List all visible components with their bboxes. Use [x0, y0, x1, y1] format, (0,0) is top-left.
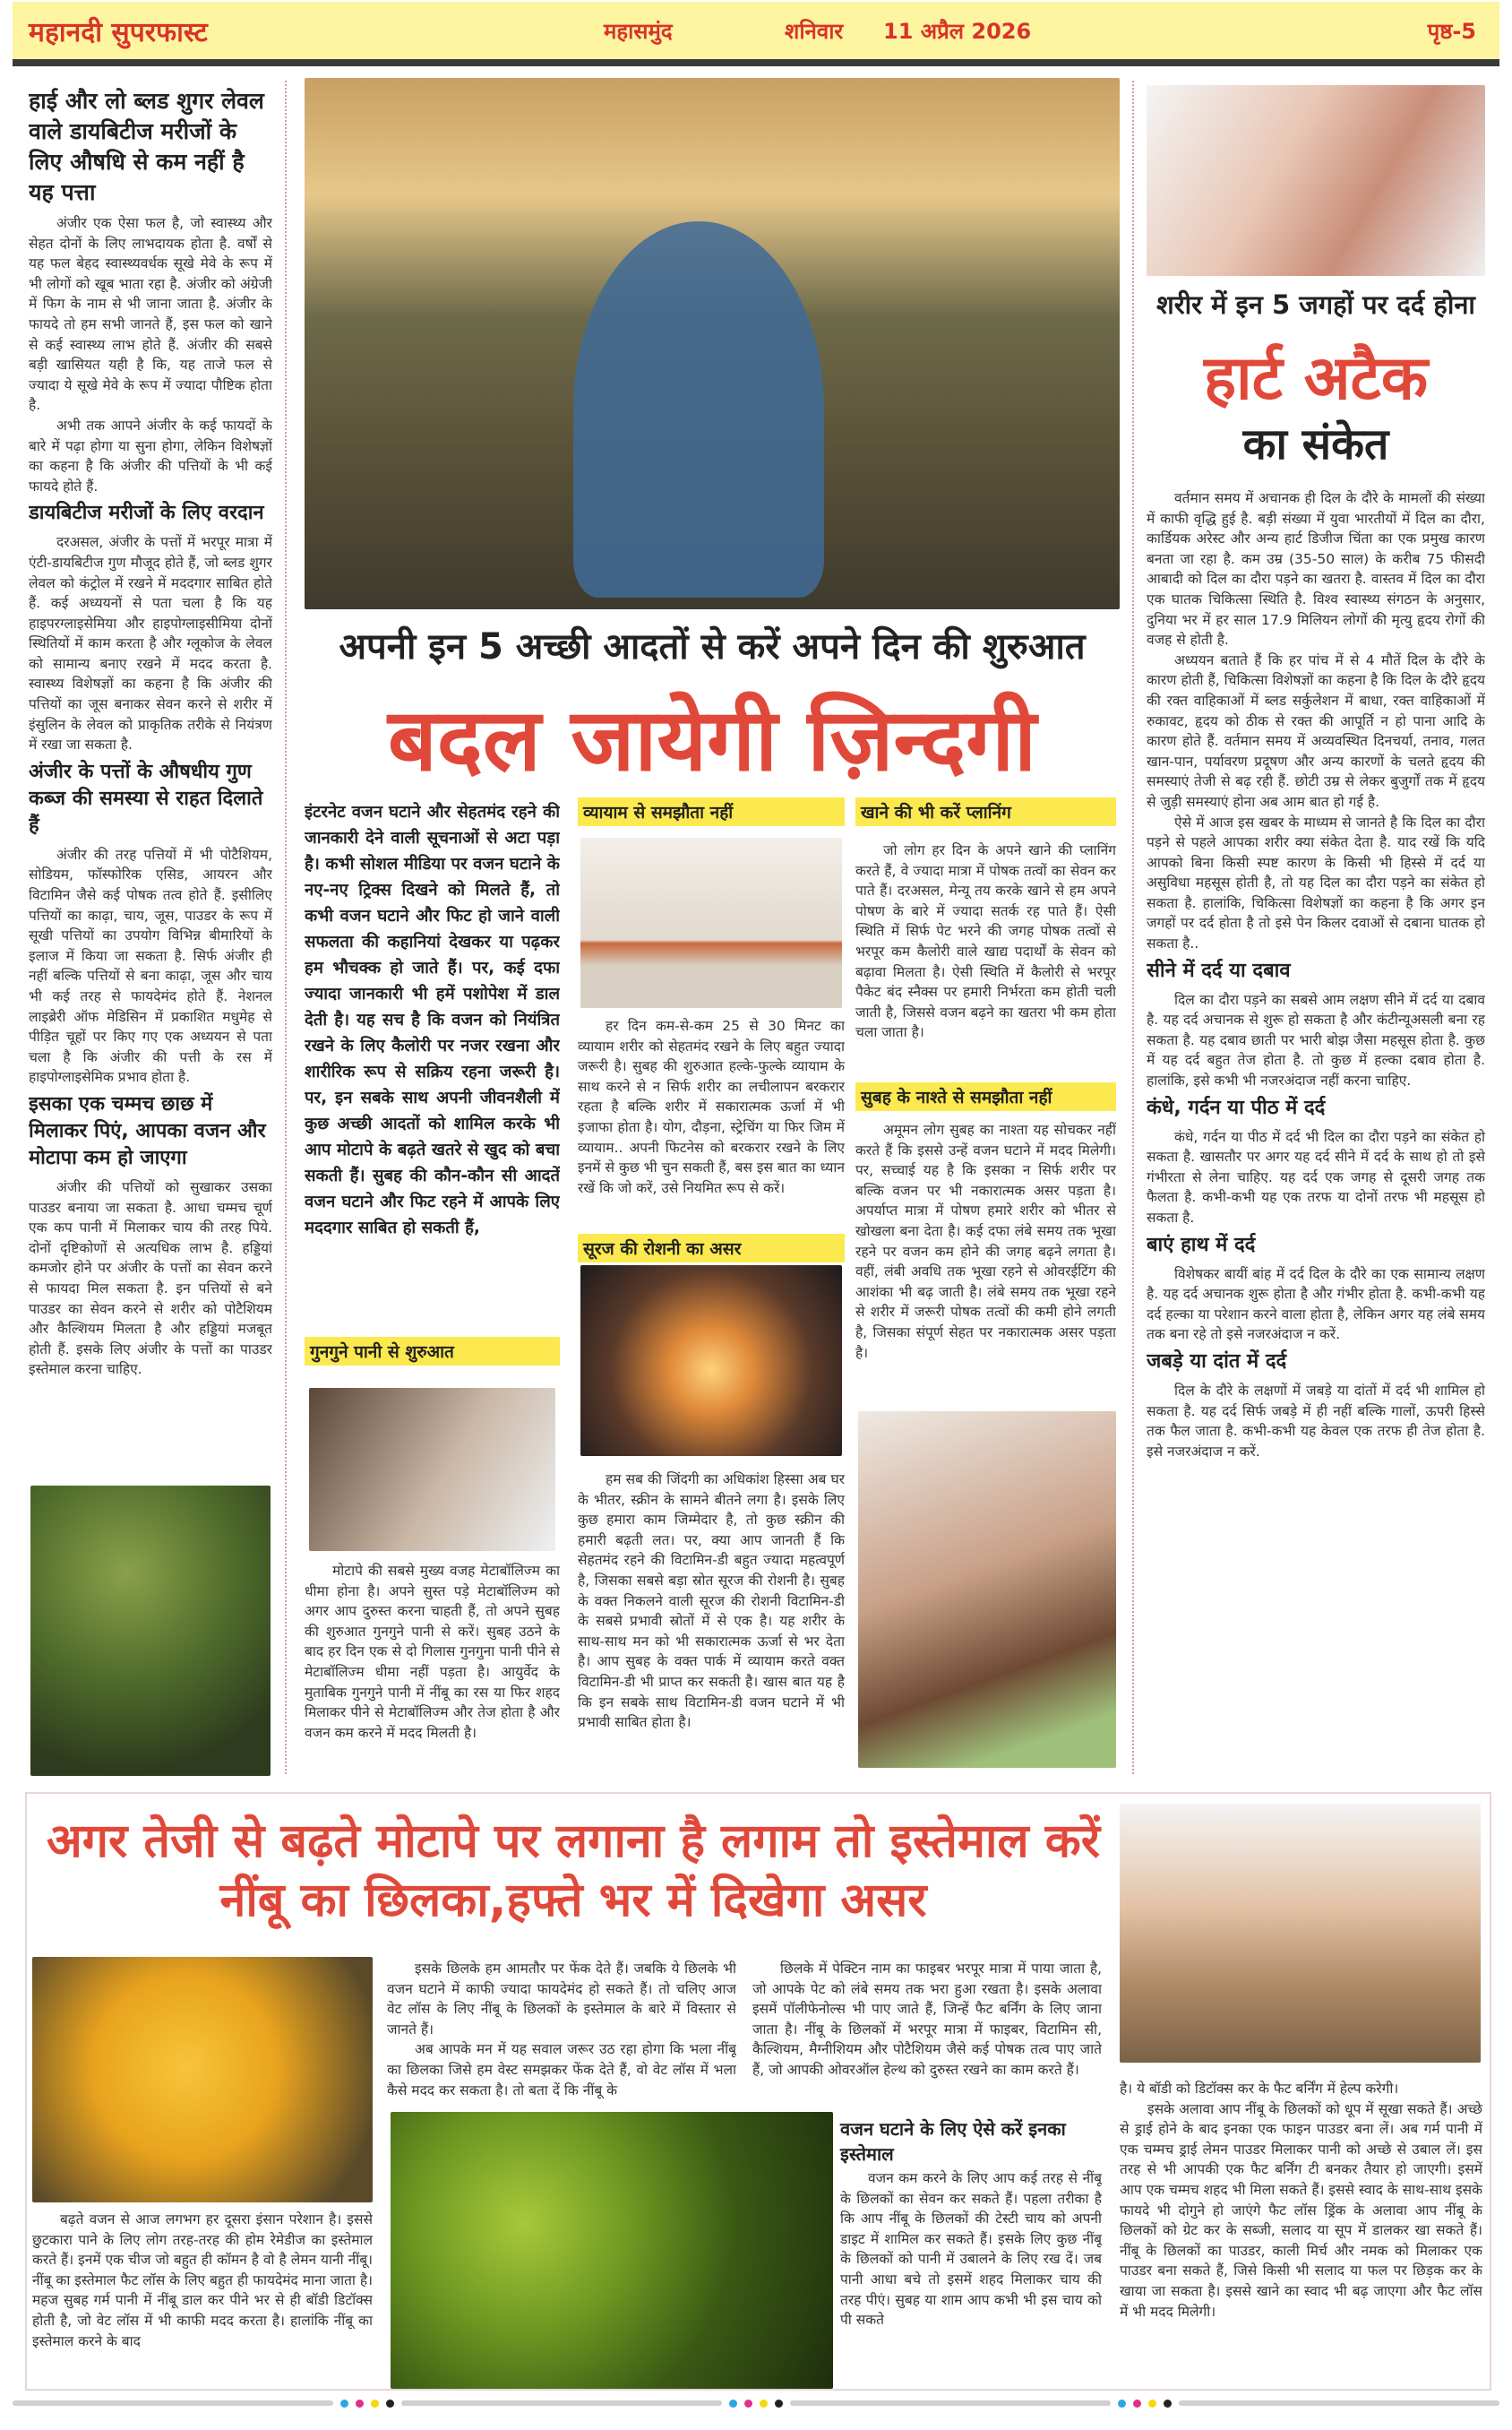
left-para: अंजीर की पत्तियों को सुखाकर उसका पाउडर बनाया जा सकता है. आधा चम्मच चूर्ण एक कप पानी में मिलाकर चाय की तरह पिये. दोनों दृष्टिकोणों से अत्यधिक लाभ है. हड्डियां कमजोर होने पर अंजीर के पत्तों का सेवन करने से फायदा मिल सकता है. इन पत्तियों से बने पाउडर का सेवन करने से शरीर को पोटैशियम और कैल्शियम मिलता है और हड्डियां मजबूत होती हैं. इसके लिए अंजीर के पत्तों का पाउडर इस्तेमाल करना चाहिए. [29, 1178, 272, 1378]
subhead-exercise: व्यायाम से समझौता नहीं [578, 797, 845, 826]
page-number: पृष्ठ-5 [1427, 18, 1476, 44]
left-subhead: इसका एक चम्मच छाछ में मिलाकर पिएं, आपका वजन और मोटापा कम हो जाएगा [29, 1092, 266, 1169]
para: अब आपके मन में यह सवाल जरूर उठ रहा होगा कि भला नींबू का छिलका जिसे हम वेस्ट समझकर फेंक देते हैं, वो वेट लॉस में भला कैसे मदद कर सकता है। तो बता दें कि नींबू के [387, 2041, 736, 2098]
center-intro [305, 799, 560, 1330]
subhead-meal-planning: खाने की भी करें प्लानिंग [855, 797, 1116, 826]
left-para: अभी तक आपने अंजीर के कई फायदों के बारे में पढ़ा होगा या सुना होगा, लेकिन विशेषज्ञों का कहना है कि अंजीर की पत्तियों के भी कई फायदे होते हैं. [29, 417, 272, 495]
sunrise-silhouette-photo [580, 1265, 842, 1456]
bottom-col-a [32, 2210, 373, 2389]
city: महासमुंद [604, 18, 673, 44]
para: बढ़ते वजन से आज लगभग हर दूसरा इंसान परेशान है। इससे छुटकारा पाने के लिए लोग तरह-तरह की होम रेमेडीज का इस्तेमाल करते हैं। इनमें एक चीज जो बहुत ही कॉमन है वो है लेमन यानी नींबू। नींबू का इस्तेमाल फैट लॉस के लिए बहुत ही फायदेमंद माना जाता है। महज सुबह गर्म पानी में नींबू डाल कर पीने भर से ही बॉडी डिटॉक्स होती है, जो वेट लॉस में भी काफी मदद करता है। हालांकि नींबू का इस्तेमाल करने के बाद [32, 2211, 373, 2349]
column-divider [1132, 81, 1134, 1774]
bottom-subhead: वजन घटाने के लिए ऐसे करें इनका इस्तेमाल [840, 2118, 1066, 2165]
right-headline: हार्ट अटैक [1203, 343, 1429, 414]
meal-planning-text [855, 840, 1116, 1075]
para: कंधे, गर्दन या पीठ में दर्द भी दिल का दौरा पड़ने का संकेत हो सकता है. खासतौर पर अगर यह दर्द सीने में दर्द के साथ हो तो इसे गंभीरता से लेना चाहिए. यह दर्द एक जगह से दूसरी जगह तक फैलता है. कभी-कभी यह एक तरफ या दोनों तरफ भी महसूस हो सकता है. [1147, 1128, 1485, 1226]
left-para: दरअसल, अंजीर के पत्तों में भरपूर मात्रा में एंटी-डायबिटीज गुण मौजूद होते हैं, जो ब्लड शुगर लेवल को कंट्रोल में रखने में मददगार साबित होते हैं. कई अध्ययनों से पता चला है कि यह हाइपरग्लाइसेमिया और हाइपोग्लाइसीमिया दोनों स्थितियों में काम करता है और ग्लूकोज के लेवल को सामान्य बनाए रखने में मदद करता है. स्वास्थ्य विशेषज्ञों का कहना है कि अंजीर की पत्तियों का जूस बनाकर सेवन करने से शरीर में इंसुलिन के लेवल को प्राकृतिक तरीके से नियंत्रण में रखा जा सकता है. [29, 534, 272, 754]
para: हम सब की जिंदगी का अधिकांश हिस्सा अब घर के भीतर, स्क्रीन के सामने बीतने लगा है। इसके लिए कुछ हमारा काम जिम्मेदार है, तो कुछ स्क्रीन की हमारी बढ़ती लत। पर, क्या आप जानती हैं कि सेहतमंद रहने की विटामिन-डी बहुत ज्यादा महत्वपूर्ण है, जिसका सबसे बड़ा स्रोत सूरज की रोशनी है। सुबह के वक्त निकलने वाली सूरज की रोशनी विटामिन-डी के सबसे प्रभावी स्रोतों में से एक है। यह शरीर के साथ-साथ मन को भी सकारात्मक ऊर्जा से भर देता है। आप सुबह के वक्त पार्क में व्यायाम करते वक्त विटामिन-डी भी प्राप्त कर सकती है। खास बात यह है कि इन सबके साथ विटामिन-डी वजन घटाने में भी प्रभावी साबित होता है। [578, 1471, 845, 1731]
para: दिल के दौरे के लक्षणों में जबड़े या दांतों में दर्द भी शामिल हो सकता है. यह दर्द सिर्फ जबड़े में ही नहीं बल्कि गालों, ऊपरी हिस्से तक फैल जाता है. कभी-कभी यह केवल एक तरफ ही तेज होता है. इसे नजरअंदाज न करें. [1147, 1382, 1485, 1460]
woman-drinking-water-photo [309, 1388, 555, 1551]
para: वर्तमान समय में अचानक ही दिल के दौरे के मामलों की संख्या में काफी वृद्धि हुई है. बड़ी संख्या में युवा भारतीयों में दिल का दौरा, कार्डियक अरेस्ट और अन्य हार्ट डिजीज चिंता का एक प्रमुख कारण बनता जा रहा है. कम उम्र (35-50 साल) के करीब 75 फीसदी आबादी को दिल का दौरा पड़ने का खतरा है. वास्तव में दिल का दौरा एक घातक चिकित्सा स्थिति है. विश्व स्वास्थ्य संगठन के अनुसार, दुनिया भर में हर साल 17.9 मिलियन लोगों की मृत्यु हृदय रोगों की वजह से होती है. [1147, 490, 1485, 649]
bottom-col-c [752, 1959, 1102, 2111]
column-divider [285, 81, 287, 1774]
bottom-headline: अगर तेजी से बढ़ते मोटापे पर लगाना है लगाम तो इस्तेमाल करें नींबू का छिलका,हफ्ते भर में दिखेगा असर [46, 1814, 1100, 1927]
para: छिलके में पेक्टिन नाम का फाइबर भरपूर मात्रा में पाया जाता है, जो आपके पेट को लंबे समय तक भरा हुआ रखता है। इसके अलावा इसमें पॉलीफेनोल्स भी पाए जाते हैं, जिन्हें फैट बर्निंग के लिए जाना जाता है। नींबू के छिलकों में भरपूर मात्रा में फाइबर, विटामिन सी, कैल्शियम, मैग्नीशियम और पोटैशियम जैसे कई पोषक तत्व पाए जाते हैं, जो आपकी ओवरऑल हेल्थ को दुरुस्त रखने का काम करते हैं। [752, 1960, 1102, 2078]
para: दिल का दौरा पड़ने का सबसे आम लक्षण सीने में दर्द या दबाव है. यह दर्द अचानक से शुरू हो सकता है और कंटीन्यूअसली बना रह सकता है. यह दबाव छाती पर भारी बोझ जैसा महसूस होता है. कुछ में यह दर्द बहुत तेज होता है. तो कुछ में हल्का दबाव होता है. हालांकि, इसे कभी भी नजरअंदाज नहीं करना चाहिए. [1147, 991, 1485, 1090]
masthead [13, 2, 1499, 59]
left-headline: हाई और लो ब्लड शुगर लेवल वाले डायबिटीज मरीजों के लिए औषधि से कम नहीं है यह पत्ता [29, 88, 264, 205]
bottom-col-e [1120, 2079, 1482, 2389]
breakfast-text [855, 1120, 1116, 1405]
para: इसके छिलके हम आमतौर पर फेंक देते हैं। जबकि ये छिलके भी वजन घटाने में काफी ज्यादा फायदेमंद हो सकते हैं। तो चलिए आज वेट लॉस के लिए नींबू के छिलकों के इस्तेमाल के बारे में विस्तार से जानते हैं। [387, 1960, 736, 2038]
sunlight-text [578, 1469, 845, 1772]
intro-text: इंटरनेट वजन घटाने और सेहतमंद रहने की जानकारी देने वाली सूचनाओं से अटा पड़ा है। कभी सोशल मीडिया पर वजन घटाने के नए-नए ट्रिक्स दिखने को मिलते हैं, तो कभी वजन घटाने और फिट हो जाने वाली सफलता की कहानियां देखकर या पढ़कर हम भौचक्क हो जाते हैं। पर, कई दफा ज्यादा जानकारी भी हमें पशोपेश में डाल देती है। यह सच है कि वजन को नियंत्रित रखने के लिए कैलोरी पर नजर रखना और शारीरिक रूप से सक्रिय रहना जरूरी है। पर, इन सबके साथ अपनी जीवनशैली में कुछ अच्छी आदतों को शामिल करके भी आप मोटापे के बढ़ते खतरे से खुद को बचा सकती हैं। सुबह की कौन-कौन सी आदतें वजन घटाने और फिट रहने में आपके लिए मददगार साबित हो सकती हैं, [305, 803, 560, 1237]
right-article [1147, 488, 1485, 1774]
para: ऐसे में आज इस खबर के माध्यम से जानते है कि दिल का दौरा पड़ने से पहले आपका शरीर क्या संकेत देता है. याद रखें कि यदि आपको बिना किसी स्पष्ट कारण के किसी भी हिस्से में दर्द या असुविधा महसूस होती है, तो यह दिल का दौरा पड़ने का संकेत हो सकता है. हालांकि, चिकित्सा विशेषज्ञों का कहना है कि अगर इन जगहों पर दर्द होता है तो इसे पेन किलर दवाओं से दबाना घातक हो सकता है.. [1147, 814, 1485, 952]
woman-stretching-photo [305, 78, 1120, 609]
masthead-rule [13, 59, 1499, 66]
right-subhead: कंधे, गर्दन या पीठ में दर्द [1147, 1096, 1326, 1119]
limes-photo [391, 2112, 833, 2389]
para: अध्ययन बताते हैं कि हर पांच में से 4 मौतें दिल के दौरे के कारण होती हैं, चिकित्सा विशेषज्ञों का कहना है कि दिल के दौरे हृदय की रक्त वाहिकाओं में ब्लड सर्कुलेशन में बाधा, रक्त वाहिकाओं में रुकावट, हृदय को ठीक से रक्त की आपूर्ति न हो पाना आदि के कारण होते हैं. वर्तमान समय में अव्यवस्थित दिनचर्या, तनाव, गलत खान-पान, पर्यावरण प्रदूषण और अन्य कारणों के चलते हृदय की समस्याएं तेजी से बढ़ रही हैं. छोटी उम्र से लेकर बुजुर्गों तक में हृदय से जुड़ी समस्याएं होना अब आम बात हो गई है. [1147, 651, 1485, 810]
right-headline-2: का संकेत [1242, 419, 1389, 470]
para: है। ये बॉडी को डिटॉक्स कर के फैट बर्निंग में हेल्प करेगी। [1120, 2081, 1399, 2097]
lemon-peel-photo [32, 1957, 373, 2202]
fig-leaves-photo [30, 1486, 271, 1776]
subhead-warm-water: गुनगुने पानी से शुरुआत [305, 1337, 560, 1366]
para: हर दिन कम-से-कम 25 से 30 मिनट का व्यायाम शरीर को सेहतमंद रखने के लिए बहुत ज्यादा जरूरी है। सुबह की शुरुआत हल्के-फुल्के व्यायाम के साथ करने से न सिर्फ शरीर का लचीलापन बरकरार रहता है बल्कि शरीर में सकारात्मक ऊर्जा में भी इजाफा होता है। योग, दौड़ना, स्ट्रेचिंग या फिर जिम में व्यायाम.. अपनी फिटनेस को बरकरार रखने के लिए इनमें से कुछ भी चुन सकती हैं, बस इस बात का ध्यान रखें कि जो करें, उसे नियमित रूप से करें। [578, 1018, 845, 1196]
print-registration-bar [13, 2398, 1499, 2408]
chest-pain-photo [1147, 85, 1485, 276]
left-subhead: डायबिटीज मरीजों के लिए वरदान [29, 502, 264, 525]
center-headline: बदल जायेगी ज़िन्दगी [387, 690, 1037, 790]
subhead-breakfast: सुबह के नाश्ते से समझौता नहीं [855, 1082, 1116, 1111]
left-subhead: अंजीर के पत्तों के औषधीय गुण कब्ज की समस्या से राहत दिलाते हैं [29, 760, 263, 837]
left-article [29, 82, 272, 1480]
day: शनिवार [785, 18, 844, 44]
para: वजन कम करने के लिए आप कई तरह से नींबू के छिलकों का सेवन कर सकते हैं। पहला तरीका है कि आप नींबू के छिलकों की टेस्टी चाय को अपनी डाइट में शामिल कर सकते हैं। इसके लिए कुछ नींबू के छिलकों को पानी में उबालने के लिए रख दें। जब पानी आधा बचे तो इसमें शहद मिलाकर चाय की तरह पीएं। सुबह या शाम आप कभी भी इस चाय को पी सकते [840, 2170, 1102, 2329]
belly-fat-photo [1120, 1804, 1481, 2063]
bottom-col-b [387, 1959, 736, 2111]
para: जो लोग हर दिन के अपने खाने की प्लानिंग करते हैं, वे ज्यादा मात्रा में पोषक तत्वों का सेवन कर पाते हैं। दरअसल, मेन्यू तय करके खाने से हम अपने पोषण के बारे में ज्यादा सतर्क रह पाते हैं। ऐसी स्थिति में सिर्फ पेट भरने की जगह पोषक तत्वों से भरपूर कम कैलोरी वाले खाद्य पदार्थों के सेवन को बढ़ावा मिलता है। ऐसी स्थिति में कैलोरी से भरपूर पैकेट बंद स्नैक्स पर हमारी निर्भरता कम होती चली जाती है, जिससे वजन बढ़ने का खतरा भी कम होता चला जाता है। [855, 842, 1116, 1041]
warm-water-text [305, 1561, 560, 1771]
para: विशेषकर बायीं बांह में दर्द दिल के दौरे का एक सामान्य लक्षण है. यह दर्द अचानक शुरू होता है और गंभीर होता है. कभी-कभी यह दर्द हल्का या परेशान करने वाला होता है, लेकिन अगर यह लंबे समय तक बना रहे तो इसे नजरअंदाज न करें. [1147, 1265, 1485, 1343]
para: इसके अलावा आप नींबू के छिलकों को धूप में सूखा सकते हैं। अच्छे से ड्राई होने के बाद इनका एक फाइन पाउडर बना लें। अब गर्म पानी में एक चम्मच ड्राई लेमन पाउडर मिलाकर पानी को अच्छे से उबाल लें। इस तरह से भी आपकी एक फैट बर्निंग टी बनकर तैयार हो जाएगी। इसमें आप एक चम्मच शहद भी मिला सकते हैं। इससे स्वाद के साथ-साथ इसके फायदे भी दोगुने हो जाएंगे फैट लॉस ड्रिंक के अलावा आप नींबू के छिलकों को ग्रेट कर के सब्जी, सलाद या सूप में डालकर खा सकते हैं। नींबू के छिलकों का पाउडर, काली मिर्च और नमक को मिलाकर एक पाउडर बना सकते हैं, जिसे किसी भी सलाद या फल पर छिड़क कर के खाया जा सकता है। इससे खाने का स्वाद भी बढ़ जाएगा और फैट लॉस में भी मदद मिलेगी। [1120, 2100, 1482, 2320]
woman-exercising-photo [580, 838, 842, 1008]
center-kicker: अपनी इन 5 अच्छी आदतों से करें अपने दिन की शुरुआत [339, 626, 1086, 668]
woman-eating-salad-photo [858, 1411, 1116, 1768]
right-kicker: शरीर में इन 5 जगहों पर दर्द होना [1156, 289, 1475, 320]
subhead-sunlight: सूरज की रोशनी का असर [578, 1234, 845, 1262]
para: अमूमन लोग सुबह का नाश्ता यह सोचकर नहीं करते हैं कि इससे उन्हें वजन घटाने में मदद मिलेगी। पर, सच्चाई यह है कि इसका न सिर्फ शरीर पर बल्कि वजन पर भी नकारात्मक असर पड़ता है। अपर्याप्त मात्रा में पोषण हमारे शरीर को भीतर से खोखला बना देता है। कई दफा लंबे समय तक भूखा रहने पर वजन कम होने की जगह बढ़ने लगता है। वहीं, लंबी अवधि तक भूखा रहने से ओवरईटिंग की आशंका भी बढ़ जाती है। लंबे समय तक भूखा रहने से शरीर में जरूरी पोषक तत्वों की कमी होने लगती है, जिसका संपूर्ण सेहत पर नकारात्मक असर पड़ता है। [855, 1122, 1116, 1361]
right-subhead: सीने में दर्द या दबाव [1147, 959, 1291, 982]
bottom-col-d [840, 2168, 1102, 2388]
right-subhead: बाएं हाथ में दर्द [1147, 1233, 1256, 1256]
newspaper-name: महानदी सुपरफास्ट [29, 16, 208, 48]
right-subhead: जबड़े या दांत में दर्द [1147, 1349, 1287, 1373]
left-para: अंजीर एक ऐसा फल है, जो स्वास्थ्य और सेहत दोनों के लिए लाभदायक होता है. वर्षों से यह फल बेहद स्वास्थ्यवर्धक सूखे मेवे के रूप में भी लोगों को खूब भाता रहा है. अंजीर को अंग्रेजी में फिग के नाम से भी जाना जाता है. अंजीर के फायदे तो हम सभी जानते हैं, इस फल को खाने से कई स्वास्थ्य लाभ होते हैं. अंजीर की सबसे बड़ी खासियत यही है कि, यह ताजे फल से ज्यादा ये सूखे मेवे के रूप में ज्यादा पौष्टिक होता है. [29, 215, 272, 414]
para: मोटापे की सबसे मुख्य वजह मेटाबॉलिज्म का धीमा होना है। अपने सुस्त पड़े मेटाबॉलिज्म को अगर आप दुरुस्त करना चाहती हैं, तो अपने सुबह की शुरुआत गुनगुने पानी से करें। सुबह उठने के बाद हर दिन एक से दो गिलास गुनगुना पानी पीने से मेटाबॉलिज्म धीमा नहीं पड़ता है। आयुर्वेद के मुताबिक गुनगुने पानी में नींबू का रस या फिर शहद मिलाकर पीने से मेटाबॉलिज्म और तेज होता है और वजन कम करने में मदद मिलती है। [305, 1563, 560, 1741]
date: 11 अप्रैल 2026 [883, 18, 1032, 44]
exercise-text [578, 1016, 845, 1231]
left-para: अंजीर की तरह पत्तियों में भी पोटैशियम, सोडियम, फॉस्फोरिक एसिड, आयरन और विटामिन जैसे कई पोषक तत्व होते हैं. इसीलिए पत्तियों का काढ़ा, चाय, जूस, पाउडर के रूप में सूखी पत्तियों का उपयोग विभिन्न बीमारियों के इलाज में किया जा सकता है. सिर्फ अंजीर ही नहीं बल्कि पत्तियों से बना काढ़ा, जूस और चाय भी कई तरह से फायदेमंद होते हैं. नेशनल लाइब्रेरी ऑफ मेडिसिन में प्रकाशित मधुमेह से पीड़ित चूहों पर किए गए एक अध्ययन से पता चला है कि अंजीर की पत्ती के रस में हाइपोग्लाइसेमिक प्रभाव होता है. [29, 846, 272, 1086]
